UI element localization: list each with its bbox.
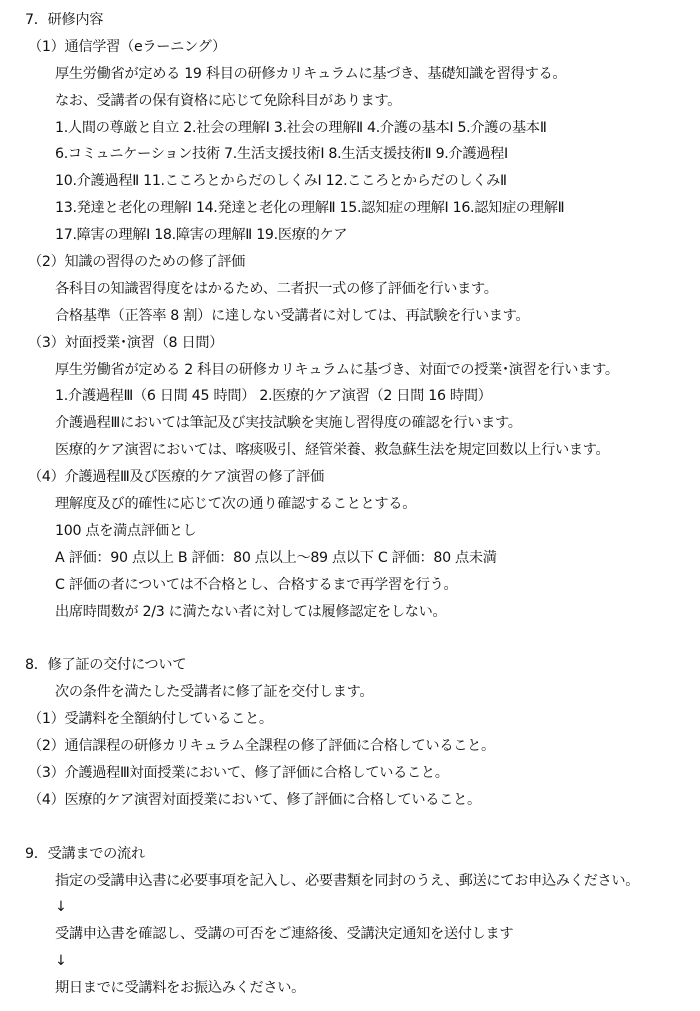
subsection-heading: （1）通信学習（eラーニング） [28,38,226,55]
section-heading: 8．修了証の交付について [25,657,187,674]
body-text: C 評価の者については不合格とし、合格するまで再学習を行う。 [55,576,458,593]
body-text: 10.介護過程Ⅱ 11.こころとからだのしくみⅠ 12.こころとからだのしくみⅡ [55,173,507,190]
subsection-heading: （4）医療的ケア演習対面授業において、修了評価に合格していること。 [28,791,481,808]
body-text: 理解度及び的確性に応じて次の通り確認することとする。 [55,496,417,513]
blank-line [0,814,700,841]
body-text: 期日までに受講料をお振込みください。 [55,980,305,997]
body-text: 100 点を満点評価とし [55,522,197,539]
section-heading: 7．研修内容 [25,12,104,28]
body-text: ↓ [55,953,67,970]
body-text: 次の条件を満たした受講者に修了証を交付します。 [55,684,374,701]
body-text: 厚生労働省が定める 2 科目の研修カリキュラムに基づき、対面での授業･演習を行います。 [55,361,619,378]
subsection-heading: （3）対面授業･演習（8 日間） [28,334,224,351]
subsection-heading: （1）受講料を全額納付していること。 [28,711,273,728]
body-text: 1.介護過程Ⅲ（6 日間 45 時間） 2.医療的ケア演習（2 日間 16 時間） [55,388,492,405]
subsection-heading: （2）知識の習得のための修了評価 [28,254,246,271]
subsection-heading: （2）通信課程の研修カリキュラム全課程の修了評価に合格していること。 [28,738,495,755]
blank-line [0,625,700,652]
body-text: 医療的ケア演習においては、喀痰吸引、経管栄養、救急蘇生法を規定回数以上行います。 [55,442,610,459]
body-text: A 評価：90 点以上 B 評価：80 点以上～89 点以下 C 評価：80 点未満 [55,549,497,566]
body-text: 1.人間の尊厳と自立 2.社会の理解Ⅰ 3.社会の理解Ⅱ 4.介護の基本Ⅰ 5.介護の基本Ⅱ [55,119,547,136]
body-text: 合格基準（正答率 8 割）に達しない受講者に対しては、再試験を行います。 [55,307,530,324]
body-text: 17.障害の理解Ⅰ 18.障害の理解Ⅱ 19.医療的ケア [55,227,348,244]
body-text: 13.発達と老化の理解Ⅰ 14.発達と老化の理解Ⅱ 15.認知症の理解Ⅰ 16.認知症の理解Ⅱ [55,200,565,217]
body-text: 介護過程Ⅲにおいては筆記及び実技試験を実施し習得度の確認を行います。 [55,415,522,432]
body-text: 出席時間数が 2/3 に満たない者に対しては履修認定をしない。 [55,603,447,620]
body-text: 6.コミュニケーション技術 7.生活支援技術Ⅰ 8.生活支援技術Ⅱ 9.介護過程Ⅰ [55,146,508,163]
body-text: 受講申込書を確認し、受講の可否をご連絡後、受講決定通知を送付します [55,926,514,943]
body-text: なお、受講者の保有資格に応じて免除科目があります。 [55,92,402,109]
subsection-heading: （3）介護過程Ⅲ対面授業において、修了評価に合格していること。 [28,764,449,781]
body-text: 指定の受講申込書に必要事項を記入し、必要書類を同封のうえ、郵送にてお申込みください。 [55,872,640,889]
body-text: ↓ [55,899,67,916]
body-text: 各科目の知識習得度をはかるため、二者択一式の修了評価を行います。 [55,280,498,297]
section-heading: 9．受講までの流れ [25,845,145,862]
body-text: 厚生労働省が定める 19 科目の研修カリキュラムに基づき、基礎知識を習得する。 [55,65,567,82]
subsection-heading: （4）介護過程Ⅲ及び医療的ケア演習の修了評価 [28,469,324,486]
